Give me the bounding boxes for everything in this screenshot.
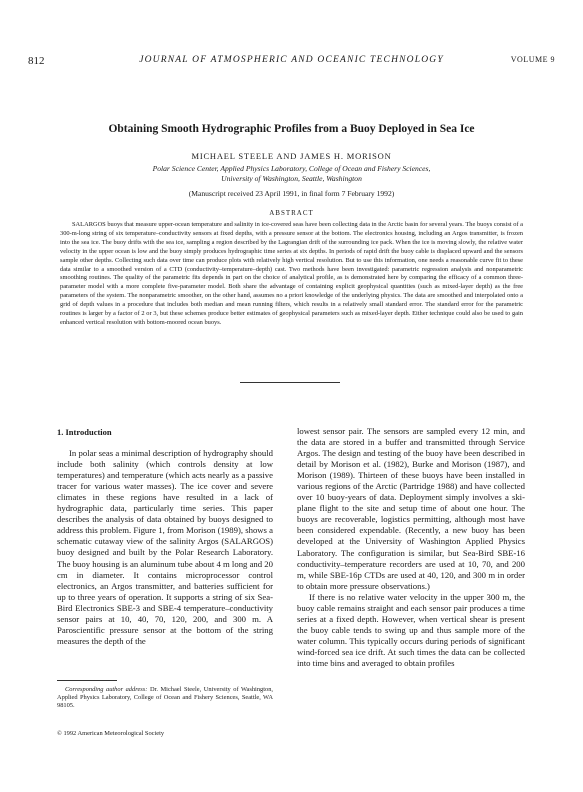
authors: MICHAEL STEELE AND JAMES H. MORISON — [191, 151, 392, 161]
received-date: (Manuscript received 23 April 1991, in final form 7 February 1992) — [188, 189, 395, 198]
journal-name: JOURNAL OF ATMOSPHERIC AND OCEANIC TECHNOLOGY — [139, 55, 444, 65]
footnote-text: Dr. Michael Steele, University of Washington, Applied Physics Laboratory, College of Ocean and Fishery Sciences, Seattle, WA 98105. — [57, 686, 273, 710]
abstract-text: SALARGOS buoys that measure upper-ocean temperature and salinity in ice-covered seas have been collecting data in the Arctic basin for several years. The buoys consist of a 300-m-long string of six temperature–conductivity sensors at fixed depths, with a pressure sensor at the bottom. The electronics housing, including an Argos transmitter, is frozen into the sea ice. The buoy drifts with the sea ice, sampling a region described by the Lagrangian drift of the surrounding ice pack. When the ice is moving slowly, the relative water velocity in the upper ocean is low and the buoy simply produces hydrographic time series at six depths. In periods of rapid drift the buoy cable is displaced upward and the sensors sample other depths. Collecting such data over time can produce plots with relatively high vertical resolution. But to use this information, one needs a reasonable curve fit to these data similar to a smoothed version of a CTD (conductivity–temperature–depth) cast. Two methods have been investigated: parametric regression analysis and nonparametric smoothing routines. The quality of the parametric fits depends in part on the choice of analytical profile, as is demonstrated here by comparing the efficacy of a common three-parameter model with a more complete five-parameter model. Both share the advantage of containing explicit geophysical quantities (such as mixed-layer depth) as the free parameters of the system. The nonparametric smoother, on the other hand, assumes no a priori knowledge of the underlying physics. The data are smoothed and interpolated onto a grid of depth values in a procedure that includes both median and mean running filters, which results in a relatively small standard error. The standard error for the parametric routines is larger by a factor of 2 or 3, but these schemes produce better estimates of geophysical parameters such as mixed-layer depth. Either technique could also be used to gain enhanced vertical resolution with bottom-moored ocean buoys. — [60, 221, 523, 326]
abstract-heading: ABSTRACT — [269, 209, 314, 217]
article-title: Obtaining Smooth Hydrographic Profiles from a Buoy Deployed in Sea Ice — [108, 123, 475, 135]
intro-paragraph-2: If there is no relative water velocity in the upper 300 m, the buoy cable remains straight and each sensor pair produces a time series at a fixed depth. However, when vertical shear is present the buoy cable tends to swing up and thus sample more of the water column. This typically occurs during periods of significant wind-forced sea ice drift. At such times the data can be collected into time bins and averaged to obtain profiles — [297, 591, 525, 668]
abstract-divider — [240, 382, 340, 383]
left-column — [57, 427, 273, 647]
right-column — [297, 426, 525, 669]
intro-paragraph-1: In polar seas a minimal description of hydrography should include both salinity (which controls density at low temperatures) and temperature (which acts nearly as a passive tracer for various water masses). The ice cover and severe climates in these regions have resulted in a lack of hydrographic data, particularly time series. This paper describes the analysis of data obtained by buoys designed to address this problem. Figure 1, from Morison (1989), shows a schematic cutaway view of the salinity Argos (SALARGOS) buoy designed and built by the Polar Research Laboratory. The buoy housing is an aluminum tube about 4 m long and 20 cm in diameter. It contains microprocessor control electronics, an Argos transmitter, and batteries sufficient for up to three years of operation. It supports a string of six Sea-Bird Electronics SBE-3 and SBE-4 temperature–conductivity sensor pairs at 10, 40, 70, 120, 200, and 300 m. A Paroscientific pressure sensor at the bottom of the string measures the depth of the — [57, 448, 273, 646]
affiliation — [28, 164, 555, 184]
volume-label: VOLUME 9 — [510, 55, 555, 64]
affiliation-line-1: Polar Science Center, Applied Physics Laboratory, College of Ocean and Fishery Sciences, — [152, 164, 431, 173]
intro-paragraph-continued: lowest sensor pair. The sensors are sampled every 12 min, and the data are stored in a buffer and transmitted through Service Argos. The design and testing of the buoy have been described in detail by Morison et al. (1982), Burke and Morison (1987), and Morison (1989). Thirteen of these buoys have been installed in various regions of the Arctic (Partridge 1988) and have collected over 10 buoy-years of data. Deployment simply involves a ski-plane flight to the site and setup time of about one hour. The buoys are recoverable, logistics permitting, although most have been considered expendable. (Recently, a new buoy has been developed at the University of Washington Applied Physics Laboratory. The configuration is similar, but Sea-Bird SBE-16 conductivity–temperature recorders are used at 10, 70, and 200 m, while SBE-16p CTDs are used at 40, 120, and 300 m in order to obtain more pressure observations.) — [297, 426, 525, 591]
copyright-notice: © 1992 American Meteorological Society — [57, 730, 165, 737]
footnote-label: Corresponding author address: — [65, 686, 148, 693]
running-header — [28, 55, 555, 69]
affiliation-line-2: University of Washington, Seattle, Washington — [221, 174, 362, 183]
section-heading: 1. Introduction — [57, 427, 112, 437]
page-number: 812 — [28, 55, 45, 67]
footnote-divider — [57, 680, 117, 681]
footnote — [57, 686, 273, 711]
